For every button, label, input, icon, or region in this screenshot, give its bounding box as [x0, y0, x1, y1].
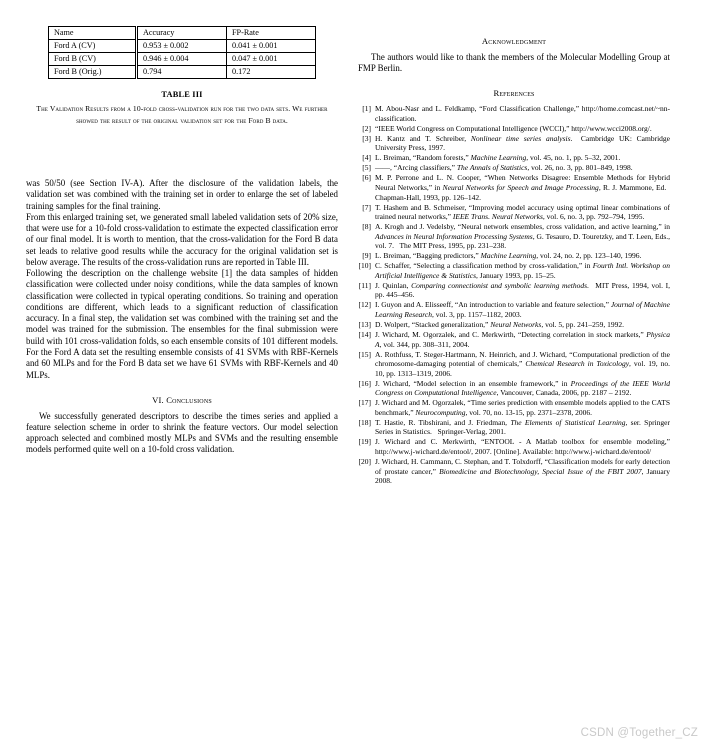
reference-text: I. Guyon and A. Elisseeff, “An introduction to variable and feature selection,” Journal of Machine Learning Research, vol. 3, pp. 1157–1182, 2003.: [375, 300, 670, 320]
section-heading-acknowledgment: [358, 36, 670, 47]
reference-text: A. Rothfuss, T. Steger-Hartmann, N. Heinrich, and J. Wichard, “Computational prediction of the chromosome-damaging potential of chemicals,” Chemical Research in Toxicology, vol. 19, no. 10, pp. 1313–1319, 2006.: [375, 349, 670, 378]
table-iii-block: [26, 26, 338, 128]
reference-entry: [358, 134, 670, 153]
reference-entry: [358, 104, 670, 123]
reference-entry: [358, 251, 670, 261]
cell-accuracy: 0.794: [137, 65, 227, 78]
column-header-accuracy: Accuracy: [137, 27, 227, 40]
section-title: Acknowledgment: [481, 36, 547, 46]
table-header-row: [49, 27, 316, 40]
column-header-fp-rate: FP-Rate: [227, 27, 316, 40]
reference-number: [3]: [362, 133, 371, 143]
reference-number: [11]: [358, 280, 371, 290]
reference-text: H. Kantz and T. Schreiber, Nonlinear time series analysis. Cambridge UK: Cambridge University Press, 1997.: [375, 133, 670, 153]
reference-text: T. Hastie, R. Tibshirani, and J. Friedman, The Elements of Statistical Learning, ser. Springer Series in Statistics. Springer-Verlag, 2001.: [375, 417, 671, 437]
reference-entry: [358, 437, 670, 456]
reference-entry: [358, 330, 670, 349]
reference-text: “IEEE World Congress on Computational Intelligence (WCCI),” http://www.wcci2008.org/.: [375, 123, 652, 133]
reference-number: [16]: [358, 378, 371, 388]
reference-number: [5]: [362, 163, 371, 173]
table-caption-line-1: The Validation Results from a 10-fold cross-validation run: [36, 103, 222, 113]
reference-text: M. Abou-Nasr and L. Feldkamp, “Ford Classification Challenge,” http://home.comcast.net/~nn-classification.: [375, 104, 670, 123]
reference-entry: [358, 281, 670, 300]
cell-accuracy: 0.953 ± 0.002: [137, 39, 227, 52]
paragraph-enlarged-training: From this enlarged training set, we generated small labeled validation sets of 20% size, that were use for a 10-fold cross-validation to estimate the expected classification error of our final model. It is worth to mention, that the cross-validation for the Ford B data set leads to relative good results while the accuracy for the original validation set is below average. The results of the cross-validation runs are reported in Table III.: [26, 211, 338, 267]
reference-entry: [358, 379, 670, 398]
reference-number: [17]: [358, 398, 371, 408]
csdn-watermark: CSDN @Together_CZ: [580, 727, 698, 739]
reference-text: J. Wichard, H. Cammann, C. Stephan, and T. Tolxdorff, “Classification models for early detection of prostate cancer,” Biomedicine and Biotechnology, Special Issue of the FBIT 2007, January 2008.: [375, 457, 670, 486]
section-heading-conclusions: [26, 395, 338, 406]
reference-entry: [358, 153, 670, 163]
reference-entry: [358, 418, 670, 437]
table-row: [49, 52, 316, 65]
table-caption: [26, 103, 338, 128]
reference-entry: [358, 222, 670, 251]
table-number: TABLE III: [161, 89, 203, 99]
reference-number: [4]: [362, 153, 371, 163]
reference-number: [19]: [358, 437, 371, 447]
section-heading-references: [358, 88, 670, 99]
reference-entry: [358, 261, 670, 280]
reference-number: [7]: [362, 202, 371, 212]
paragraph-challenge-website: Following the description on the challenge website [1] the data samples of hidden classification were collected under noisy conditions, while the data samples of known classification were collected in typical operating conditions. So training and operation conditions are different, which leads to a significant reduction of classification accuracy. In a final step, the validation set was combined with the training set and the model was trained for the submission. The ensembles for the final submission were build with 101 cross-validation folds, so each ensemble consits of 101 different models. For the Ford A data set the resulting ensemble consists of 41 SVMs with RBF-Kernels and 60 MLPs and for the Ford B data set we have 61 SVMs with RBF-Kernels and 40 MLPs.: [26, 268, 338, 380]
reference-entry: [358, 203, 670, 222]
reference-entry: [358, 163, 670, 173]
reference-text: D. Wolpert, “Stacked generalization,” Neural Networks, vol. 5, pp. 241–259, 1992.: [375, 320, 625, 329]
section-title: References: [493, 88, 535, 99]
reference-text: M. P. Perrone and L. N. Cooper, “When Networks Disagree: Ensemble Methods for Hybrid Neural Networks,” in Neural Networks for Speech and Image Processing, R. J. Mammone, Ed. Chapman-Hall, 1993, pp. 126–142.: [375, 173, 671, 202]
reference-entry: [358, 457, 670, 486]
reference-number: [8]: [362, 222, 371, 232]
reference-number: [15]: [358, 349, 371, 359]
reference-number: [2]: [362, 123, 371, 133]
reference-text: T. Hashem and B. Schmeiser, “Improving model accuracy using optimal linear combinations of trained neural networks,” IEEE Trans. Neural Networks, vol. 6, no. 3, pp. 792–794, 1995.: [375, 202, 670, 222]
reference-text: J. Wichard and M. Ogorzalek, “Time series prediction with ensemble models applied to the CATS benchmark,” Neurocomputing, vol. 70, no. 13-15, pp. 2371–2378, 2006.: [375, 398, 670, 417]
reference-text: ——, “Arcing classifiers,” The Annals of Statistics, vol. 26, no. 3, pp. 801–849, 1998.: [375, 163, 633, 173]
reference-text: J. Quinlan, Comparing connectionist and symbolic learning methods. MIT Press, 1994, vol. I, pp. 445–456.: [375, 280, 670, 300]
reference-text: L. Breiman, “Bagging predictors,” Machine Learning, vol. 24, no. 2, pp. 123–140, 1996.: [375, 251, 642, 261]
paragraph-conclusions-body: We successfully generated descriptors to describe the times series and applied a feature selection scheme in order to shrink the feature vectors. Our model selection approach selected and combined mostly MLPs and SVMs and the resulting ensemble models performed quite well on a 10-fold cross validation.: [26, 410, 338, 455]
reference-entry: [358, 398, 670, 417]
reference-text: L. Breiman, “Random forests,” Machine Learning, vol. 45, no. 1, pp. 5–32, 2001.: [375, 153, 621, 163]
reference-text: J. Wichard, “Model selection in an ensemble framework,” in Proceedings of the IEEE World Congress on Computational Intelligence, Vancouver, Canada, 2006, pp. 2187 – 2192.: [375, 378, 670, 398]
table-row: [49, 39, 316, 52]
paragraph-acknowledgment-body: The authors would like to thank the members of the Molecular Modelling Group at FMP Berlin.: [358, 51, 670, 74]
reference-number: [14]: [358, 329, 371, 339]
reference-number: [12]: [358, 300, 371, 310]
table-row: [49, 65, 316, 78]
reference-text: C. Schaffer, “Selecting a classification method by cross-validation,” in Fourth Intl. Workshop on Artificial Intelligence & Statistics, January 1993, pp. 15–25.: [375, 261, 670, 280]
paragraph-continuation: was 50/50 (see Section IV-A). After the disclosure of the validation labels, the validation set was combined with the training set in order to enlarge the set of labeled training samples for the final training.: [26, 178, 338, 211]
reference-number: [20]: [358, 457, 371, 467]
reference-number: [18]: [358, 417, 371, 427]
reference-entry: [358, 350, 670, 379]
table-caption-line-2: for the two data sets. We further showed the result of the: [76, 103, 328, 126]
cell-fp-rate: 0.172: [227, 65, 316, 78]
right-column: [358, 36, 670, 486]
reference-number: [9]: [362, 251, 371, 261]
reference-number: [13]: [358, 320, 371, 329]
reference-text: A. Krogh and J. Vedelsby, “Neural network ensembles, cross validation, and active learning,” in Advances in Neural Information Processing Systems, G. Tesauro, D. Touretzky, and T. Leen, Eds., vol. 7. The MIT Press, 1995, pp. 231–238.: [375, 222, 670, 251]
reference-text: J. Wichard, M. Ogorzalek, and C. Merkwirth, “Detecting correlation in stock markets,” Physica A, vol. 344, pp. 308–311, 2004.: [375, 329, 670, 349]
section-number: VI.: [152, 394, 164, 405]
cell-fp-rate: 0.041 ± 0.001: [227, 39, 316, 52]
validation-results-table: [48, 26, 316, 79]
cell-fp-rate: 0.047 ± 0.001: [227, 52, 316, 65]
column-header-name: Name: [49, 27, 137, 40]
table-caption-line-3: original validation set for the Ford B data.: [153, 116, 288, 126]
reference-number: [1]: [362, 104, 371, 114]
reference-entry: [358, 124, 670, 134]
reference-entry: [358, 300, 670, 319]
left-column: [26, 178, 338, 456]
reference-number: [6]: [362, 173, 371, 183]
cell-name: Ford B (Orig.): [49, 65, 137, 78]
reference-entry: [358, 173, 670, 202]
reference-text: J. Wichard and C. Merkwirth, “ENTOOL - A Matlab toolbox for ensemble modeling,” http://www.j-wichard.de/entool/, 2007. [Online]. Available: http://www.j-wichard.de/entool/: [375, 437, 670, 457]
references-list: [358, 104, 670, 486]
reference-number: [10]: [358, 261, 371, 271]
reference-entry: [358, 320, 670, 330]
cell-name: Ford B (CV): [49, 52, 137, 65]
cell-accuracy: 0.946 ± 0.004: [137, 52, 227, 65]
cell-name: Ford A (CV): [49, 39, 137, 52]
section-title: Conclusions: [166, 394, 212, 405]
